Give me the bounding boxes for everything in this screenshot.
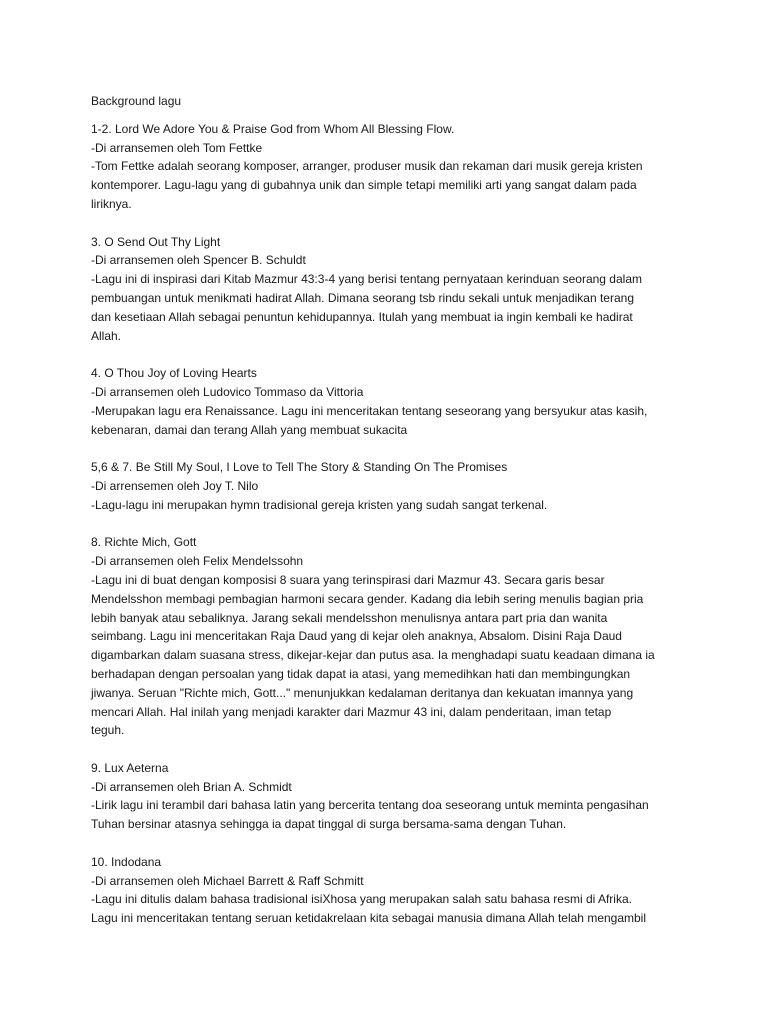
paragraph-line: berhadapan dengan persoalan yang tidak dapat ia atasi, yang memedihkan hati dan membingungkan bbox=[91, 666, 631, 681]
paragraph-line: pembuangan untuk menikmati hadirat Allah. Dimana seorang tsb rindu sekali untuk menjadikan terang bbox=[91, 290, 634, 305]
song-section bbox=[91, 120, 691, 214]
paragraph-line: -Di arransemen oleh Ludovico Tommaso da Vittoria bbox=[91, 384, 364, 399]
paragraph-line: -Di arransemen oleh Felix Mendelssohn bbox=[91, 554, 304, 569]
paragraph-line: Allah. bbox=[91, 328, 122, 343]
document-sections bbox=[91, 120, 691, 928]
paragraph-line: -Tom Fettke adalah seorang komposer, arranger, produser musik dan rekaman dari musik gereja kristen bbox=[91, 159, 643, 174]
paragraph-line: Tuhan bersinar atasnya sehingga ia dapat tinggal di surga bersama-sama dengan Tuhan. bbox=[91, 817, 567, 832]
paragraph-line: liriknya. bbox=[91, 196, 132, 211]
paragraph-line: -Lagu ini ditulis dalam bahasa tradisional isiXhosa yang merupakan salah satu bahasa resmi di Afrika. bbox=[91, 892, 632, 907]
paragraph-line: -Di arrensemen oleh Joy T. Nilo bbox=[91, 478, 259, 493]
document-heading: Background lagu bbox=[91, 94, 182, 108]
song-title: 3. O Send Out Thy Light bbox=[91, 234, 221, 249]
paragraph-line: -Di arransemen oleh Michael Barrett & Raff Schmitt bbox=[91, 873, 364, 888]
song-section bbox=[91, 759, 691, 834]
song-title: 9. Lux Aeterna bbox=[91, 760, 169, 775]
paragraph-line: lebih banyak atau sebaliknya. Jarang sekali mendelsshon menulisnya antara part pria dan wanita bbox=[91, 610, 608, 625]
paragraph-line: -Di arransemen oleh Spencer B. Schuldt bbox=[91, 253, 306, 268]
paragraph-line: digambarkan dalam suasana stress, dikejar-kejar dan putus asa. Ia menghadapi suatu keadaan dimana ia bbox=[91, 648, 655, 663]
song-section bbox=[91, 364, 691, 439]
song-title: 8. Richte Mich, Gott bbox=[91, 535, 197, 550]
paragraph-line: -Lirik lagu ini terambil dari bahasa latin yang bercerita tentang doa seseorang untuk meminta pengasihan bbox=[91, 798, 649, 813]
paragraph-line: jiwanya. Seruan "Richte mich, Gott..." menunjukkan kedalaman deritanya dan kekuatan imannya yang bbox=[91, 685, 634, 700]
paragraph-line: -Merupakan lagu era Renaissance. Lagu ini menceritakan tentang seseorang yang bersyukur atas kasih, bbox=[91, 403, 648, 418]
song-title: 5,6 & 7. Be Still My Soul, I Love to Tell The Story & Standing On The Promises bbox=[91, 460, 508, 475]
document-page bbox=[91, 92, 691, 947]
song-section bbox=[91, 853, 691, 928]
paragraph-line: kontemporer. Lagu-lagu yang di gubahnya unik dan simple tetapi memiliki arti yang sangat dalam pada bbox=[91, 178, 637, 193]
paragraph-line: -Lagu-lagu ini merupakan hymn tradisional gereja kristen yang sudah sangat terkenal. bbox=[91, 497, 548, 512]
song-section bbox=[91, 458, 691, 514]
paragraph-line: -Di arransemen oleh Tom Fettke bbox=[91, 140, 263, 155]
paragraph-line: mencari Allah. Hal inilah yang menjadi karakter dari Mazmur 43 ini, dalam penderitaan, iman tetap bbox=[91, 704, 612, 719]
paragraph-line: -Lagu ini di buat dengan komposisi 8 suara yang terinspirasi dari Mazmur 43. Secara garis besar bbox=[91, 572, 605, 587]
song-section bbox=[91, 533, 691, 740]
paragraph-line: Mendelsshon membagi pembagian harmoni secara gender. Kadang dia lebih sering menulis bagian pria bbox=[91, 591, 644, 606]
paragraph-line: kebenaran, damai dan terang Allah yang membuat sukacita bbox=[91, 422, 408, 437]
paragraph-line: -Lagu ini di inspirasi dari Kitab Mazmur 43:3-4 yang berisi tentang pernyataan kerinduan seorang dalam bbox=[91, 272, 642, 287]
paragraph-line: Lagu ini menceritakan tentang seruan ketidakrelaan kita sebagai manusia dimana Allah telah mengambil bbox=[91, 911, 647, 926]
paragraph-line: dan kesetiaan Allah sebagai penuntun kehidupannya. Itulah yang membuat ia ingin kembali ke hadirat bbox=[91, 309, 633, 324]
song-title: 4. O Thou Joy of Loving Hearts bbox=[91, 366, 257, 381]
paragraph-line: teguh. bbox=[91, 723, 125, 738]
paragraph-line: -Di arransemen oleh Brian A. Schmidt bbox=[91, 779, 292, 794]
song-title: 10. Indodana bbox=[91, 854, 162, 869]
paragraph-line: seimbang. Lagu ini menceritakan Raja Daud yang di kejar oleh anaknya, Absalom. Disini Raja Daud bbox=[91, 629, 622, 644]
song-title: 1-2. Lord We Adore You & Praise God from Whom All Blessing Flow. bbox=[91, 121, 455, 136]
song-section bbox=[91, 233, 691, 346]
